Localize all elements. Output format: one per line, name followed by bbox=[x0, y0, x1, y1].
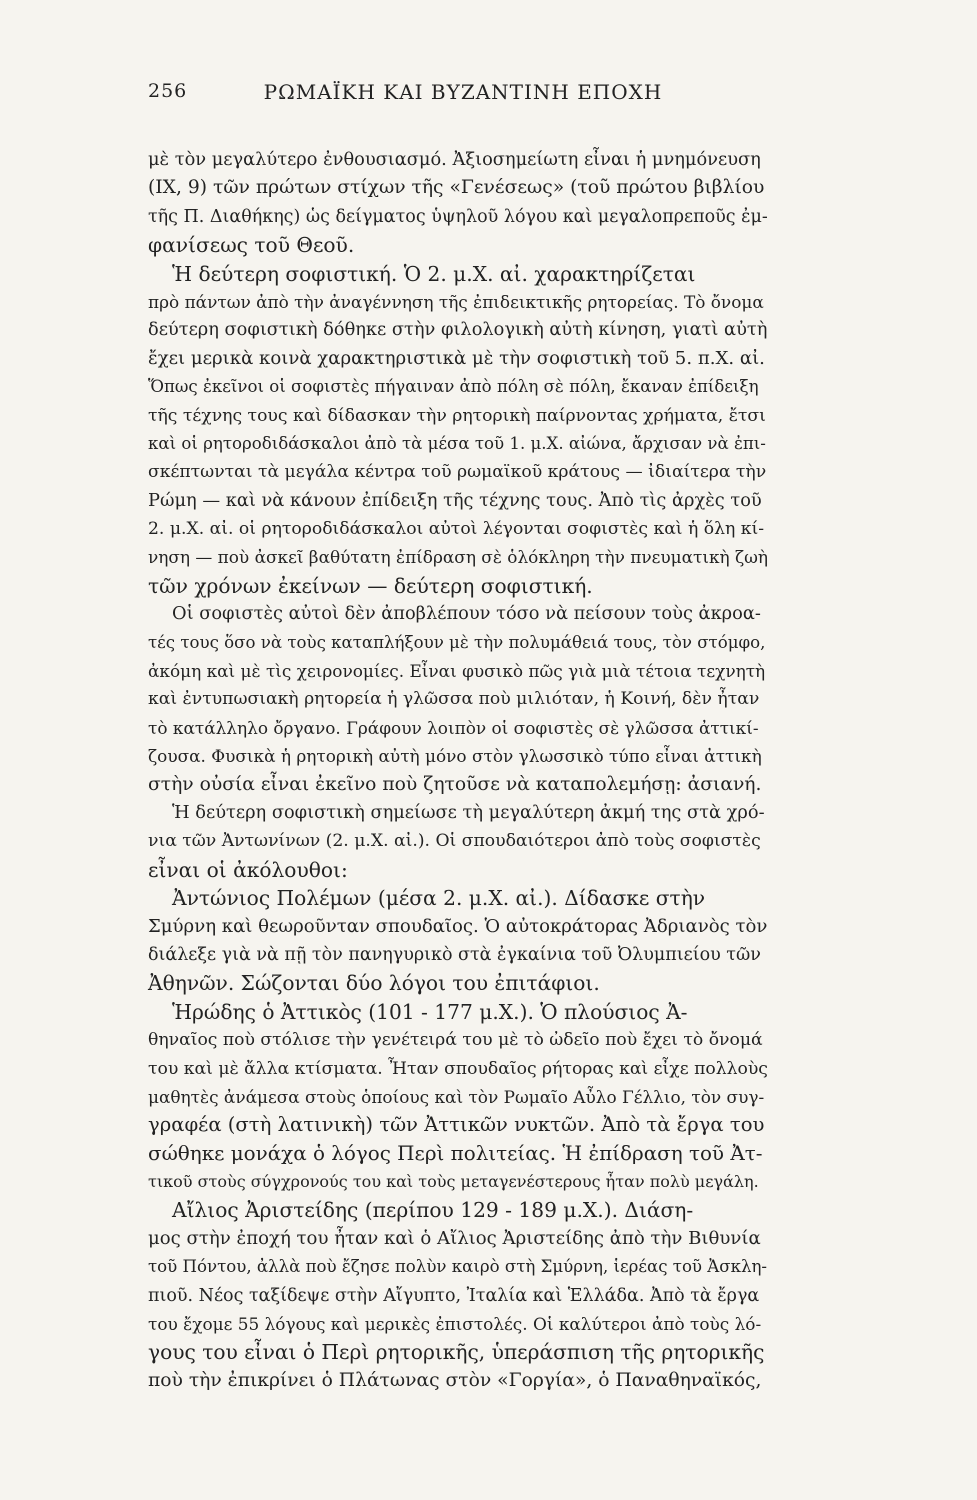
text-line: γους του εἶναι ὁ Περὶ ρητορικῆς, ὑπεράσπιση τῆς ρητορικῆς bbox=[148, 1340, 765, 1365]
text-line: πρὸ πάντων ἀπὸ τὴν ἀναγέννηση τῆς ἐπιδεικτικῆς ρητορείας. Τὸ ὄνομα bbox=[148, 291, 764, 312]
text-line: καὶ οἱ ρητοροδιδάσκαλοι ἀπὸ τὰ μέσα τοῦ 1. μ.Χ. αἰώνα, ἄρχισαν νὰ ἐπι- bbox=[148, 433, 766, 453]
text-line: τές τους ὅσο νὰ τοὺς καταπλήξουν μὲ τὴν πολυμάθειά τους, τὸν στόμφο, bbox=[148, 632, 766, 652]
text-line: Ρώμη — καὶ νὰ κάνουν ἐπίδειξη τῆς τέχνης τους. Ἀπὸ τὶς ἀρχὲς τοῦ bbox=[148, 489, 762, 511]
text-line: στὴν οὐσία εἶναι ἐκεῖνο ποὺ ζητοῦσε νὰ καταπολεμήσῃ: ἀσιανή. bbox=[148, 773, 762, 795]
text-line: νια τῶν Ἀντωνίνων (2. μ.Χ. αἰ.). Οἱ σπουδαιότεροι ἀπὸ τοὺς σοφιστὲς bbox=[148, 831, 761, 852]
text-line: καὶ ἐντυπωσιακὴ ρητορεία ἡ γλῶσσα ποὺ μιλιόταν, ἡ Κοινή, δὲν ἦταν bbox=[148, 689, 760, 710]
text-line: τοῦ Πόντου, ἀλλὰ ποὺ ἔζησε πολὺν καιρὸ στὴ Σμύρνη, ἱερέας τοῦ Ἀσκλη- bbox=[148, 1257, 768, 1277]
entry-heading-line: Ἀντώνιος Πολέμων (μέσα 2. μ.Χ. αἰ.). Δίδασκε στὴν bbox=[172, 886, 706, 911]
text-line: μαθητὲς ἀνάμεσα στοὺς ὁποίους καὶ τὸν Ρωμαῖο Αὖλο Γέλλιο, τὸν συγ- bbox=[148, 1086, 765, 1107]
text-line: Σμύρνη καὶ θεωροῦνταν σπουδαῖος. Ὁ αὐτοκράτορας Ἀδριανὸς τὸν bbox=[148, 915, 768, 937]
text-line: ζουσα. Φυσικὰ ἡ ρητορικὴ αὐτὴ μόνο στὸν γλωσσικὸ τύπο εἶναι ἀττικὴ bbox=[148, 746, 762, 767]
text-line: του καὶ μὲ ἄλλα κτίσματα. Ἦταν σπουδαῖος ρήτορας καὶ εἶχε πολλοὺς bbox=[148, 1058, 768, 1079]
text-line: ποὺ τὴν ἐπικρίνει ὁ Πλάτωνας στὸν «Γοργία», ὁ Παναθηναϊκός, bbox=[148, 1369, 762, 1391]
text-line: εἶναι οἱ ἀκόλουθοι: bbox=[148, 857, 348, 882]
text-line: πιοῦ. Νέος ταξίδεψε στὴν Αἴγυπτο, Ἰταλία καὶ Ἑλλάδα. Ἀπὸ τὰ ἔργα bbox=[148, 1285, 760, 1306]
text-line: σώθηκε μονάχα ὁ λόγος Περὶ πολιτείας. Ἡ ἐπίδραση τοῦ Ἀτ- bbox=[148, 1141, 763, 1165]
page-header bbox=[148, 80, 778, 110]
text-line: ἀκόμη καὶ μὲ τὶς χειρονομίες. Εἶναι φυσικὸ πῶς γιὰ μιὰ τέτοια τεχνητὴ bbox=[148, 661, 766, 682]
entry-heading-line: Ἡρώδης ὁ Ἀττικὸς (101 - 177 μ.Χ.). Ὁ πλούσιος Ἀ- bbox=[172, 999, 688, 1024]
text-line: 2. μ.Χ. αἰ. οἱ ρητοροδιδάσκαλοι αὐτοὶ λέγονται σοφιστὲς καὶ ἡ ὅλη κί- bbox=[148, 519, 765, 540]
running-head: ΡΩΜΑΪΚΗ ΚΑΙ ΒΥΖΑΝΤΙΝΗ ΕΠΟΧΗ bbox=[263, 80, 663, 104]
entry-heading-line: Αἴλιος Ἀριστείδης (περίπου 129 - 189 μ.Χ.). Διάση- bbox=[172, 1198, 694, 1223]
text-line: τικοῦ στοὺς σύγχρονούς του καὶ τοὺς μεταγενέστερους ἦταν πολὺ μεγάλη. bbox=[148, 1172, 759, 1192]
text-line: Ἀθηνῶν. Σώζονται δύο λόγοι του ἐπιτάφιοι. bbox=[148, 971, 600, 996]
text-line: τῆς Π. Διαθήκης) ὡς δείγματος ὑψηλοῦ λόγου καὶ μεγαλοπρεποῦς ἐμ- bbox=[148, 206, 768, 227]
text-line: φανίσεως τοῦ Θεοῦ. bbox=[148, 233, 355, 258]
text-line: μὲ τὸν μεγαλύτερο ἐνθουσιασμό. Ἀξιοσημείωτη εἶναι ἡ μνημόνευση bbox=[148, 149, 761, 170]
text-line: του ἔχομε 55 λόγους καὶ μερικὲς ἐπιστολές. Οἱ καλύτεροι ἀπὸ τοὺς λό- bbox=[148, 1314, 762, 1335]
text-line: γραφέα (στὴ λατινικὴ) τῶν Ἀττικῶν νυκτῶν. Ἀπὸ τὰ ἔργα του bbox=[148, 1113, 765, 1137]
text-line: τῆς τέχνης τους καὶ δίδασκαν τὴν ρητορικὴ παίρνοντας χρήματα, ἔτσι bbox=[148, 405, 766, 426]
text-line: διάλεξε γιὰ νὰ πῇ τὸν πανηγυρικὸ στὰ ἐγκαίνια τοῦ Ὀλυμπιείου τῶν bbox=[148, 944, 761, 965]
text-line: μος στὴν ἐποχή του ἦταν καὶ ὁ Αἴλιος Ἀριστείδης ἀπὸ τὴν Βιθυνία bbox=[148, 1227, 761, 1249]
text-line: ἔχει μερικὰ κοινὰ χαρακτηριστικὰ μὲ τὴν σοφιστικὴ τοῦ 5. π.Χ. αἰ. bbox=[148, 347, 765, 369]
text-line: τὸ κατάλληλο ὄργανο. Γράφουν λοιπὸν οἱ σοφιστὲς σὲ γλῶσσα ἀττικί- bbox=[148, 717, 759, 738]
page-number: 256 bbox=[148, 80, 188, 102]
text-line: θηναῖος ποὺ στόλισε τὴν γενέτειρά του μὲ τὸ ὠδεῖο ποὺ ἔχει τὸ ὄνομά bbox=[148, 1030, 763, 1051]
body-text bbox=[148, 146, 768, 1395]
text-line: Οἱ σοφιστὲς αὐτοὶ δὲν ἀποβλέπουν τόσο νὰ πείσουν τοὺς ἀκροα- bbox=[172, 603, 761, 625]
text-line: σκέπτωνται τὰ μεγάλα κέντρα τοῦ ρωμαϊκοῦ κράτους — ἰδιαίτερα τὴν bbox=[148, 462, 767, 483]
text-line: τῶν χρόνων ἐκείνων — δεύτερη σοφιστική. bbox=[148, 573, 593, 598]
text-line: δεύτερη σοφιστικὴ δόθηκε στὴν φιλολογικὴ αὐτὴ κίνηση, γιατὶ αὐτὴ bbox=[148, 319, 768, 341]
text-line: νηση — ποὺ ἀσκεῖ βαθύτατη ἐπίδραση σὲ ὁλόκληρη τὴν πνευματικὴ ζωὴ bbox=[148, 547, 769, 568]
text-line: Ὅπως ἐκεῖνοι οἱ σοφιστὲς πήγαιναν ἀπὸ πόλη σὲ πόλη, ἔκαναν ἐπίδειξη bbox=[148, 377, 759, 397]
text-line: (IX, 9) τῶν πρώτων στίχων τῆς «Γενέσεως» (τοῦ πρώτου βιβλίου bbox=[148, 177, 765, 199]
section-heading-line: Ἡ δεύτερη σοφιστική. Ὁ 2. μ.Χ. αἰ. χαρακτηρίζεται bbox=[172, 261, 696, 286]
text-line: Ἡ δεύτερη σοφιστικὴ σημείωσε τὴ μεγαλύτερη ἀκμή της στὰ χρό- bbox=[172, 801, 765, 823]
